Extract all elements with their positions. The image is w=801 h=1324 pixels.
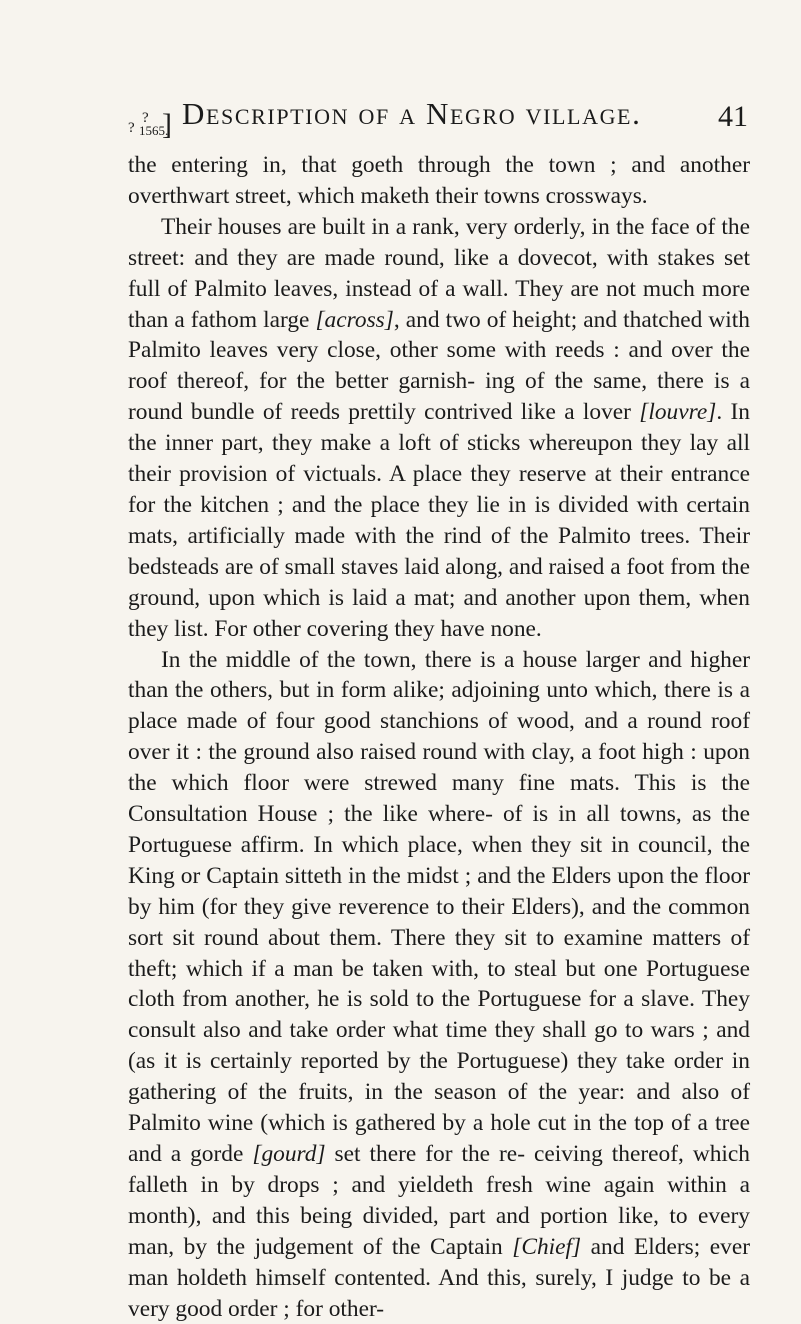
paragraph-text: set there for the re- ceiving thereof, which falleth in by drops ; and yieldeth fresh wine again within a month), and this being divided, part and portion like, to every man, by the judgement of the Captain: [128, 1141, 750, 1260]
paragraph-text: In the middle of the town, there is a house larger and higher than the others, but in form alike; adjoining unto which, there is a place made of four good stanchions of wood, and a round roof over it : the ground also raised round with clay, a foot high : upon the which floor were strewed many fine mats. This is the Consultation House ; the like where- of is in all towns, as the Portuguese affirm. In which place, when they sit in council, the King or Captain sitteth in the midst ; and the Elders upon the floor by him (for they give reverence to their Elders), and the common sort sit round about them. There they sit to examine matters of theft; which if a man be taken with, to steal but one Portuguese cloth from another, he is sold to the Portuguese for a slave. They consult also and take order what time they shall go to wars ; and (as it is certainly reported by the Portuguese) they take order in gathering of the fruits, in the season of the year: and also of Palmito wine (which is gathered by a hole cut in the top of a tree and a gorde: [128, 647, 750, 1168]
body-text: [128, 150, 750, 1324]
paragraph-text: and Elders; ever man holdeth himself contented. And this, surely, I judge to be a very good order ; for other-: [128, 1234, 750, 1322]
paragraph: [128, 212, 750, 645]
page-title-text: Description of a Negro village.: [182, 96, 641, 131]
paragraph-text: , and two of height; and thatched with Palmito leaves very close, other some with reeds : and over the roof thereof, for the better garnish- ing of the same, there is a round bundle of reeds prettily contrived like a lover: [128, 307, 750, 426]
editorial-gloss: [gourd]: [252, 1141, 325, 1167]
page-title: [182, 98, 641, 130]
page-number: 41: [718, 102, 748, 132]
paragraph: [128, 645, 750, 1324]
margin-bracket: ]: [162, 110, 172, 140]
editorial-gloss: [Chief]: [512, 1234, 581, 1260]
margin-year: 1565.: [139, 125, 168, 137]
paragraph-text: Their houses are built in a rank, very orderly, in the face of the street: and they are made round, like a dovecot, with stakes set full of Palmito leaves, instead of a wall. They are not much more than a fathom large: [128, 214, 750, 333]
paragraph-text: the entering in, that goeth through the town ; and another overthwart street, which maketh their towns crossways.: [128, 152, 750, 209]
paragraph-text: . In the inner part, they make a loft of sticks whereupon they lay all their provision of victuals. A place they reserve at their entrance for the kitchen ; and the place they lie in is divided with certain mats, artificially made with the rind of the Palmito trees. Their bedsteads are of small staves laid along, and raised a foot from the ground, upon which is laid a mat; and another upon them, when they list. For other covering they have none.: [128, 399, 750, 641]
editorial-gloss: [across]: [315, 307, 393, 333]
margin-query-mark: ?: [142, 112, 149, 124]
margin-query-mark: ?: [128, 122, 135, 134]
editorial-gloss: [louvre]: [639, 399, 716, 425]
running-head: [128, 98, 748, 148]
paragraph: [128, 150, 750, 212]
